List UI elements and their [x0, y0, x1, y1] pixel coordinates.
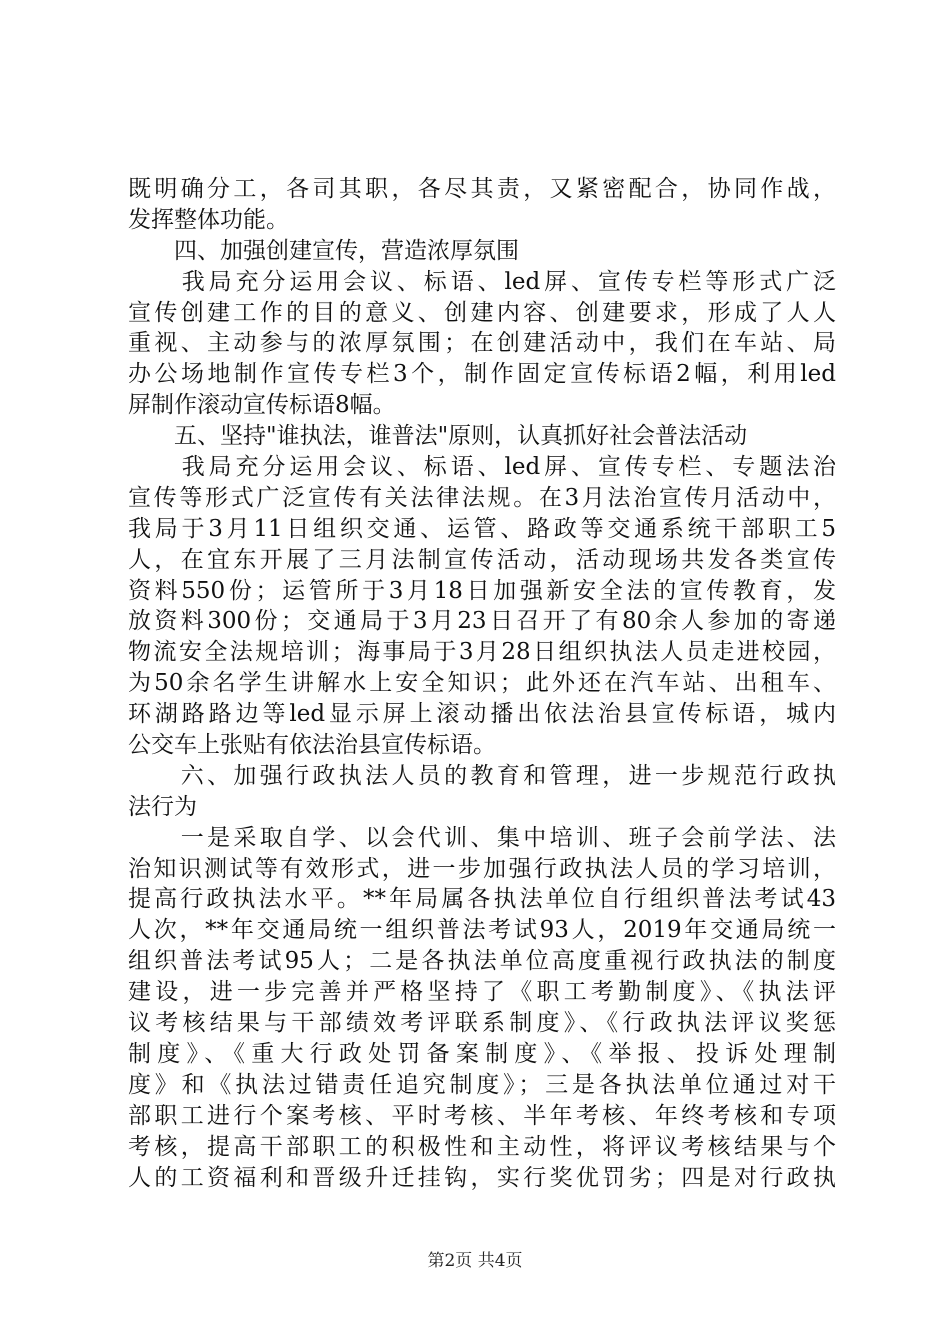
text-line: 度》和《执法过错责任追究制度》；三是各执法单位通过对干: [128, 1071, 836, 1098]
text-line: 我局充分运用会议、标语、led屏、宣传专栏等形式广泛: [128, 268, 836, 295]
text-line: 环湖路路边等led显示屏上滚动播出依法治县宣传标语，城内: [128, 701, 836, 728]
text-line: 宣传创建工作的目的意义、创建内容、创建要求，形成了人人: [128, 299, 836, 326]
text-line: 既明确分工，各司其职，各尽其责，又紧密配合，协同作战，: [128, 176, 836, 202]
text-line: 资料550份；运管所于3月18日加强新安全法的宣传教育，发: [128, 577, 836, 604]
text-line: 提高行政执法水平。**年局属各执法单位自行组织普法考试43: [128, 886, 836, 913]
text-line: 屏制作滚动宣传标语8幅。: [128, 392, 396, 419]
text-line: 考核，提高干部职工的积极性和主动性，将评议考核结果与个: [128, 1133, 836, 1160]
text-line: 组织普法考试95人；二是各执法单位高度重视行政执法的制度: [128, 948, 836, 975]
text-line: 发挥整体功能。: [128, 206, 289, 233]
document-body: [128, 174, 836, 1193]
text-line: 人，在宜东开展了三月法制宣传活动，活动现场共发各类宣传: [128, 546, 836, 573]
text-line: 人次，**年交通局统一组织普法考试93人，2019年交通局统一: [128, 917, 836, 944]
page-number-footer: 第2页 共4页: [427, 1251, 523, 1271]
text-line: 治知识测试等有效形式，进一步加强行政执法人员的学习培训，: [128, 855, 836, 882]
text-line: 我局充分运用会议、标语、led屏、宣传专栏、专题法治: [128, 454, 836, 481]
text-line: 重视、主动参与的浓厚氛围；在创建活动中，我们在车站、局: [128, 330, 836, 357]
text-line: 我局于3月11日组织交通、运管、路政等交通系统干部职工5: [128, 515, 836, 542]
text-line: 法行为: [128, 793, 197, 820]
text-line: 一是采取自学、以会代训、集中培训、班子会前学法、法: [128, 824, 836, 851]
text-line: 公交车上张贴有依法治县宣传标语。: [128, 732, 496, 759]
text-line: 议考核结果与干部绩效考评联系制度》、《行政执法评议奖惩: [128, 1010, 836, 1037]
text-line: 放资料300份；交通局于3月23日召开了有80余人参加的寄递: [128, 608, 836, 635]
text-line: 为50余名学生讲解水上安全知识；此外还在汽车站、出租车、: [128, 670, 836, 697]
text-line: 人的工资福利和晋级升迁挂钩，实行奖优罚劣；四是对行政执: [128, 1164, 836, 1191]
text-line: 宣传等形式广泛宣传有关法律法规。在3月法治宣传月活动中，: [128, 484, 836, 511]
text-line: 五、坚持"谁执法，谁普法"原则，认真抓好社会普法活动: [128, 423, 748, 450]
text-line: 六、加强行政执法人员的教育和管理，进一步规范行政执: [128, 762, 836, 789]
text-line: 四、加强创建宣传，营造浓厚氛围: [128, 237, 519, 264]
text-line: 制度》、《重大行政处罚备案制度》、《举报、投诉处理制: [128, 1040, 836, 1067]
text-line: 物流安全法规培训；海事局于3月28日组织执法人员走进校园，: [128, 639, 836, 666]
text-line: 办公场地制作宣传专栏3个，制作固定宣传标语2幅，利用led: [128, 361, 836, 388]
text-line: 建设，进一步完善并严格坚持了《职工考勤制度》、《执法评: [128, 979, 836, 1006]
text-line: 部职工进行个案考核、平时考核、半年考核、年终考核和专项: [128, 1102, 836, 1129]
